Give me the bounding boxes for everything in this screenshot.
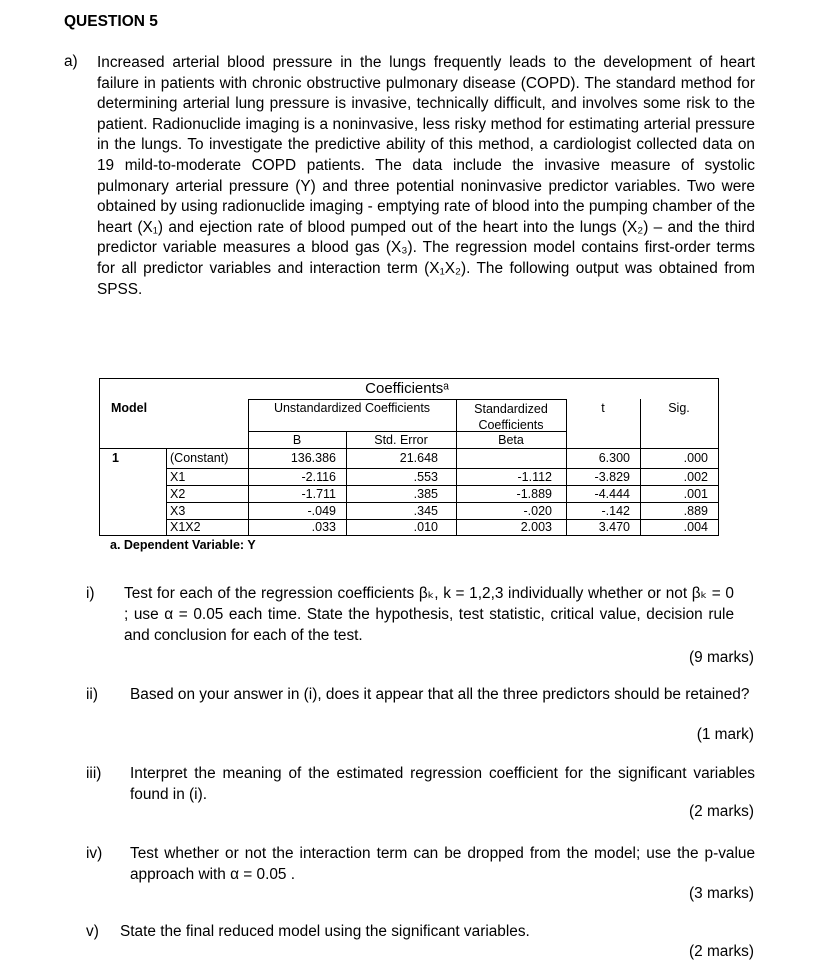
row-sig: .889 bbox=[683, 504, 708, 518]
question-text: Based on your answer in (i), does it appear that all the three predictors should be retained? bbox=[130, 686, 750, 703]
row-name: X2 bbox=[170, 487, 186, 501]
question-marks: (3 marks) bbox=[689, 885, 754, 902]
question-number: iii) bbox=[86, 765, 102, 782]
question-marks: (1 mark) bbox=[696, 726, 754, 743]
row-b: -.049 bbox=[307, 504, 336, 518]
row-b: 136.386 bbox=[290, 451, 336, 465]
question-text: Test for each of the regression coefficients βₖ, k = 1,2,3 individually whether or not βₖ = 0 ; use α = 0.05 each time. State the hypothesis, test statistic, critical value, decision rule and conclusion for each of the test. bbox=[124, 585, 734, 644]
question-marks: (9 marks) bbox=[689, 649, 754, 666]
row-sig: .002 bbox=[683, 470, 708, 484]
row-beta: 2.003 bbox=[520, 520, 552, 534]
row-sig: .004 bbox=[683, 520, 708, 534]
subheader-std-error: Std. Error bbox=[374, 433, 428, 447]
part-a-label: a) bbox=[64, 53, 78, 70]
row-se: .553 bbox=[413, 470, 438, 484]
header-sig: Sig. bbox=[668, 401, 690, 415]
row-se: .345 bbox=[413, 504, 438, 518]
question-marks: (2 marks) bbox=[689, 803, 754, 820]
question-number: i) bbox=[86, 585, 95, 602]
model-number: 1 bbox=[112, 451, 119, 465]
header-model: Model bbox=[111, 401, 148, 415]
table-caption: Coefficientsᵃ bbox=[365, 380, 449, 397]
row-t: -4.444 bbox=[594, 487, 630, 501]
table-footnote: a. Dependent Variable: Y bbox=[110, 538, 256, 552]
row-se: 21.648 bbox=[399, 451, 438, 465]
header-standardized: Standardized Coefficients bbox=[474, 402, 548, 432]
row-sig: .000 bbox=[683, 451, 708, 465]
row-t: -3.829 bbox=[594, 470, 630, 484]
question-number: ii) bbox=[86, 686, 98, 703]
row-se: .385 bbox=[413, 487, 438, 501]
row-name: X3 bbox=[170, 504, 186, 518]
coefficients-table bbox=[99, 378, 719, 536]
question-number: iv) bbox=[86, 845, 103, 862]
question-text: State the final reduced model using the significant variables. bbox=[120, 923, 530, 940]
header-unstandardized: Unstandardized Coefficients bbox=[273, 401, 431, 415]
question-text: Test whether or not the interaction term can be dropped from the model; use the p-value approach with α = 0.05 . bbox=[130, 845, 755, 883]
row-t: -.142 bbox=[601, 504, 630, 518]
row-se: .010 bbox=[413, 520, 438, 534]
row-t: 3.470 bbox=[598, 520, 630, 534]
row-sig: .001 bbox=[683, 487, 708, 501]
row-b: -1.711 bbox=[301, 487, 336, 501]
row-b: .033 bbox=[311, 520, 336, 534]
row-name: X1 bbox=[170, 470, 186, 484]
row-beta: -1.112 bbox=[517, 470, 552, 484]
question-text: Interpret the meaning of the estimated regression coefficient for the significant variables found in (i). bbox=[130, 765, 755, 803]
subheader-beta: Beta bbox=[498, 433, 524, 447]
row-beta: -.020 bbox=[523, 504, 552, 518]
question-title: QUESTION 5 bbox=[64, 13, 158, 30]
subheader-b: B bbox=[292, 433, 302, 447]
row-name: X1X2 bbox=[170, 520, 201, 534]
intro-paragraph: Increased arterial blood pressure in the lungs frequently leads to the development of heart failure in patients with chronic obstructive pulmonary disease (COPD). The standard method for determining arterial lung pressure is invasive, technically difficult, and involves some risk to the patient. Radionuclide imaging is a noninvasive, less risky method for estimating arterial pressure in the lungs. To investigate the predictive ability of this method, a cardiologist collected data on 19 mild-to-moderate COPD patients. The data include the invasive measure of systolic pulmonary arterial pressure (Y) and three potential noninvasive predictor variables. Two were obtained by using radionuclide imaging - emptying rate of blood into the pumping chamber of the heart (X₁) and ejection rate of blood pumped out of the heart into the lungs (X₂) – and the third predictor variable measures a blood gas (X₃). The regression model contains first-order terms for all predictor variables and interaction term (X₁X₂). The following output was obtained from SPSS. bbox=[97, 54, 755, 298]
row-name: (Constant) bbox=[170, 451, 229, 465]
row-t: 6.300 bbox=[598, 451, 630, 465]
question-number: v) bbox=[86, 923, 99, 940]
question-marks: (2 marks) bbox=[689, 943, 754, 960]
row-beta: -1.889 bbox=[516, 487, 552, 501]
row-b: -2.116 bbox=[301, 470, 336, 484]
header-t: t bbox=[601, 401, 605, 415]
